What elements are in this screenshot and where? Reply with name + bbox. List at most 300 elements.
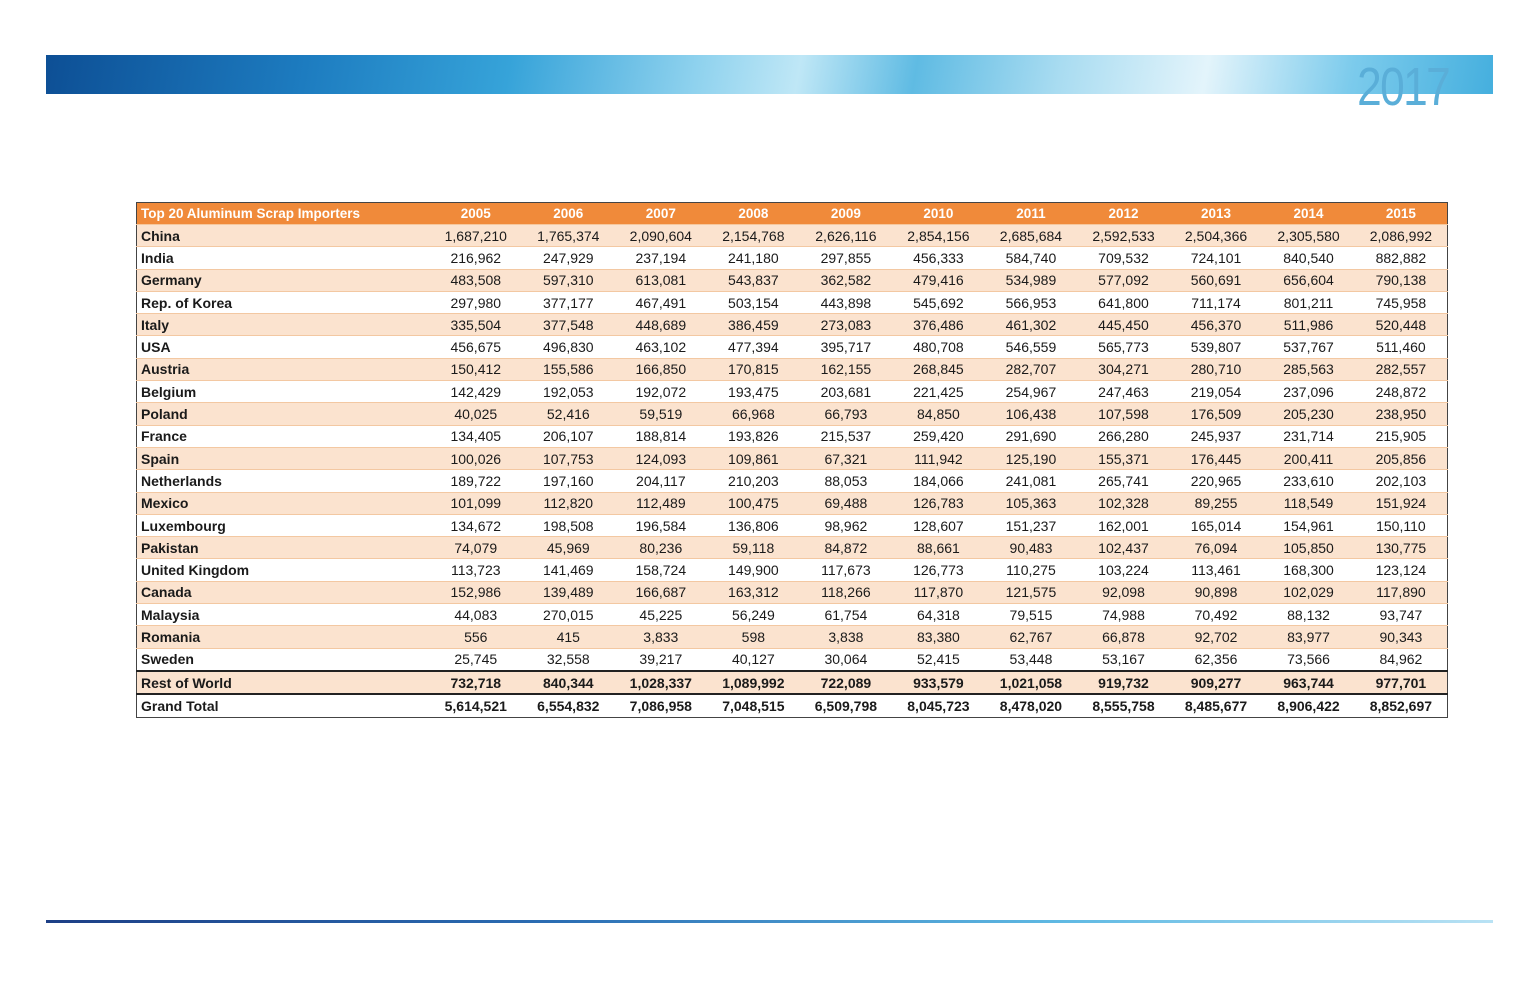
year-label: 2017 — [1357, 57, 1449, 117]
value-cell: 2,685,684 — [985, 225, 1078, 247]
value-cell: 102,029 — [1262, 581, 1355, 603]
value-cell: 103,224 — [1077, 559, 1170, 581]
year-header: 2007 — [615, 203, 708, 225]
value-cell: 151,237 — [985, 514, 1078, 536]
table-row — [137, 291, 1448, 313]
value-cell: 196,584 — [615, 514, 708, 536]
table-row — [137, 470, 1448, 492]
value-cell: 273,083 — [800, 314, 893, 336]
country-cell: Rep. of Korea — [137, 291, 430, 313]
value-cell: 66,878 — [1077, 626, 1170, 648]
value-cell: 8,906,422 — [1262, 694, 1355, 717]
value-cell: 2,086,992 — [1355, 225, 1448, 247]
year-header: 2011 — [985, 203, 1078, 225]
value-cell: 100,026 — [430, 447, 523, 469]
value-cell: 93,747 — [1355, 604, 1448, 626]
value-cell: 117,890 — [1355, 581, 1448, 603]
country-cell: USA — [137, 336, 430, 358]
country-cell: Rest of World — [137, 671, 430, 694]
value-cell: 511,986 — [1262, 314, 1355, 336]
value-cell: 84,850 — [892, 403, 985, 425]
value-cell: 176,445 — [1170, 447, 1263, 469]
value-cell: 123,124 — [1355, 559, 1448, 581]
value-cell: 237,096 — [1262, 381, 1355, 403]
value-cell: 597,310 — [522, 269, 615, 291]
country-cell: Luxembourg — [137, 514, 430, 536]
value-cell: 2,090,604 — [615, 225, 708, 247]
value-cell: 215,537 — [800, 425, 893, 447]
value-cell: 539,807 — [1170, 336, 1263, 358]
value-cell: 88,053 — [800, 470, 893, 492]
value-cell: 463,102 — [615, 336, 708, 358]
country-cell: India — [137, 247, 430, 269]
value-cell: 118,266 — [800, 581, 893, 603]
value-cell: 200,411 — [1262, 447, 1355, 469]
country-cell: Mexico — [137, 492, 430, 514]
value-cell: 265,741 — [1077, 470, 1170, 492]
country-cell: Netherlands — [137, 470, 430, 492]
value-cell: 2,592,533 — [1077, 225, 1170, 247]
value-cell: 151,924 — [1355, 492, 1448, 514]
value-cell: 205,856 — [1355, 447, 1448, 469]
value-cell: 1,765,374 — [522, 225, 615, 247]
value-cell: 1,089,992 — [707, 671, 800, 694]
value-cell: 285,563 — [1262, 358, 1355, 380]
year-header: 2013 — [1170, 203, 1263, 225]
importers-table-container — [136, 202, 1448, 718]
value-cell: 188,814 — [615, 425, 708, 447]
value-cell: 3,838 — [800, 626, 893, 648]
value-cell: 25,745 — [430, 648, 523, 671]
country-cell: Poland — [137, 403, 430, 425]
value-cell: 297,855 — [800, 247, 893, 269]
value-cell: 8,555,758 — [1077, 694, 1170, 717]
value-cell: 546,559 — [985, 336, 1078, 358]
value-cell: 124,093 — [615, 447, 708, 469]
value-cell: 377,548 — [522, 314, 615, 336]
value-cell: 88,661 — [892, 537, 985, 559]
value-cell: 162,001 — [1077, 514, 1170, 536]
year-header: 2012 — [1077, 203, 1170, 225]
value-cell: 467,491 — [615, 291, 708, 313]
value-cell: 395,717 — [800, 336, 893, 358]
value-cell: 511,460 — [1355, 336, 1448, 358]
value-cell: 130,775 — [1355, 537, 1448, 559]
importers-table — [136, 202, 1448, 718]
value-cell: 166,850 — [615, 358, 708, 380]
value-cell: 139,489 — [522, 581, 615, 603]
value-cell: 254,967 — [985, 381, 1078, 403]
value-cell: 112,820 — [522, 492, 615, 514]
table-row — [137, 247, 1448, 269]
value-cell: 98,962 — [800, 514, 893, 536]
value-cell: 168,300 — [1262, 559, 1355, 581]
value-cell: 76,094 — [1170, 537, 1263, 559]
value-cell: 377,177 — [522, 291, 615, 313]
value-cell: 176,509 — [1170, 403, 1263, 425]
value-cell: 282,557 — [1355, 358, 1448, 380]
grand-total-row — [137, 694, 1448, 717]
year-header: 2006 — [522, 203, 615, 225]
value-cell: 882,882 — [1355, 247, 1448, 269]
value-cell: 155,371 — [1077, 447, 1170, 469]
value-cell: 479,416 — [892, 269, 985, 291]
value-cell: 219,054 — [1170, 381, 1263, 403]
value-cell: 102,328 — [1077, 492, 1170, 514]
value-cell: 448,689 — [615, 314, 708, 336]
value-cell: 206,107 — [522, 425, 615, 447]
value-cell: 107,598 — [1077, 403, 1170, 425]
value-cell: 40,127 — [707, 648, 800, 671]
value-cell: 53,448 — [985, 648, 1078, 671]
value-cell: 732,718 — [430, 671, 523, 694]
value-cell: 155,586 — [522, 358, 615, 380]
value-cell: 192,072 — [615, 381, 708, 403]
value-cell: 248,872 — [1355, 381, 1448, 403]
table-row — [137, 447, 1448, 469]
value-cell: 456,675 — [430, 336, 523, 358]
value-cell: 335,504 — [430, 314, 523, 336]
value-cell: 203,681 — [800, 381, 893, 403]
value-cell: 150,412 — [430, 358, 523, 380]
value-cell: 220,965 — [1170, 470, 1263, 492]
value-cell: 64,318 — [892, 604, 985, 626]
value-cell: 445,450 — [1077, 314, 1170, 336]
value-cell: 496,830 — [522, 336, 615, 358]
table-row — [137, 537, 1448, 559]
value-cell: 134,405 — [430, 425, 523, 447]
value-cell: 233,610 — [1262, 470, 1355, 492]
value-cell: 105,363 — [985, 492, 1078, 514]
value-cell: 291,690 — [985, 425, 1078, 447]
value-cell: 163,312 — [707, 581, 800, 603]
value-cell: 280,710 — [1170, 358, 1263, 380]
table-row — [137, 581, 1448, 603]
value-cell: 8,045,723 — [892, 694, 985, 717]
value-cell: 909,277 — [1170, 671, 1263, 694]
value-cell: 66,968 — [707, 403, 800, 425]
value-cell: 556 — [430, 626, 523, 648]
value-cell: 2,626,116 — [800, 225, 893, 247]
value-cell: 8,485,677 — [1170, 694, 1263, 717]
year-header: 2015 — [1355, 203, 1448, 225]
value-cell: 117,673 — [800, 559, 893, 581]
value-cell: 128,607 — [892, 514, 985, 536]
value-cell: 197,160 — [522, 470, 615, 492]
year-header: 2009 — [800, 203, 893, 225]
value-cell: 125,190 — [985, 447, 1078, 469]
table-row — [137, 381, 1448, 403]
value-cell: 2,854,156 — [892, 225, 985, 247]
value-cell: 268,845 — [892, 358, 985, 380]
value-cell: 709,532 — [1077, 247, 1170, 269]
value-cell: 1,028,337 — [615, 671, 708, 694]
value-cell: 722,089 — [800, 671, 893, 694]
value-cell: 238,950 — [1355, 403, 1448, 425]
country-cell: Spain — [137, 447, 430, 469]
value-cell: 534,989 — [985, 269, 1078, 291]
table-row — [137, 425, 1448, 447]
table-row — [137, 403, 1448, 425]
value-cell: 113,723 — [430, 559, 523, 581]
value-cell: 121,575 — [985, 581, 1078, 603]
value-cell: 282,707 — [985, 358, 1078, 380]
year-header: 2005 — [430, 203, 523, 225]
value-cell: 152,986 — [430, 581, 523, 603]
footer-line — [46, 920, 1493, 923]
value-cell: 56,249 — [707, 604, 800, 626]
value-cell: 62,356 — [1170, 648, 1263, 671]
value-cell: 92,702 — [1170, 626, 1263, 648]
value-cell: 245,937 — [1170, 425, 1263, 447]
value-cell: 237,194 — [615, 247, 708, 269]
country-cell: Belgium — [137, 381, 430, 403]
value-cell: 1,687,210 — [430, 225, 523, 247]
value-cell: 560,691 — [1170, 269, 1263, 291]
value-cell: 919,732 — [1077, 671, 1170, 694]
value-cell: 142,429 — [430, 381, 523, 403]
value-cell: 52,415 — [892, 648, 985, 671]
value-cell: 189,722 — [430, 470, 523, 492]
value-cell: 1,021,058 — [985, 671, 1078, 694]
value-cell: 724,101 — [1170, 247, 1263, 269]
value-cell: 136,806 — [707, 514, 800, 536]
value-cell: 297,980 — [430, 291, 523, 313]
value-cell: 109,861 — [707, 447, 800, 469]
value-cell: 79,515 — [985, 604, 1078, 626]
value-cell: 100,475 — [707, 492, 800, 514]
value-cell: 88,132 — [1262, 604, 1355, 626]
value-cell: 963,744 — [1262, 671, 1355, 694]
value-cell: 89,255 — [1170, 492, 1263, 514]
value-cell: 73,566 — [1262, 648, 1355, 671]
value-cell: 84,962 — [1355, 648, 1448, 671]
value-cell: 126,773 — [892, 559, 985, 581]
value-cell: 170,815 — [707, 358, 800, 380]
value-cell: 83,380 — [892, 626, 985, 648]
value-cell: 565,773 — [1077, 336, 1170, 358]
year-header: 2010 — [892, 203, 985, 225]
value-cell: 216,962 — [430, 247, 523, 269]
value-cell: 210,203 — [707, 470, 800, 492]
value-cell: 192,053 — [522, 381, 615, 403]
value-cell: 745,958 — [1355, 291, 1448, 313]
value-cell: 5,614,521 — [430, 694, 523, 717]
value-cell: 40,025 — [430, 403, 523, 425]
table-row — [137, 626, 1448, 648]
value-cell: 39,217 — [615, 648, 708, 671]
value-cell: 111,942 — [892, 447, 985, 469]
value-cell: 102,437 — [1077, 537, 1170, 559]
table-row — [137, 648, 1448, 671]
table-row — [137, 225, 1448, 247]
value-cell: 105,850 — [1262, 537, 1355, 559]
value-cell: 8,852,697 — [1355, 694, 1448, 717]
value-cell: 503,154 — [707, 291, 800, 313]
value-cell: 112,489 — [615, 492, 708, 514]
rest-of-world-row — [137, 671, 1448, 694]
value-cell: 198,508 — [522, 514, 615, 536]
value-cell: 66,793 — [800, 403, 893, 425]
value-cell: 67,321 — [800, 447, 893, 469]
value-cell: 193,826 — [707, 425, 800, 447]
value-cell: 204,117 — [615, 470, 708, 492]
header-banner — [46, 55, 1493, 94]
value-cell: 90,343 — [1355, 626, 1448, 648]
value-cell: 386,459 — [707, 314, 800, 336]
value-cell: 74,079 — [430, 537, 523, 559]
value-cell: 480,708 — [892, 336, 985, 358]
value-cell: 7,086,958 — [615, 694, 708, 717]
value-cell: 977,701 — [1355, 671, 1448, 694]
value-cell: 110,275 — [985, 559, 1078, 581]
country-cell: Sweden — [137, 648, 430, 671]
value-cell: 215,905 — [1355, 425, 1448, 447]
country-cell: Germany — [137, 269, 430, 291]
country-cell: Grand Total — [137, 694, 430, 717]
value-cell: 7,048,515 — [707, 694, 800, 717]
table-row — [137, 514, 1448, 536]
value-cell: 53,167 — [1077, 648, 1170, 671]
country-cell: Romania — [137, 626, 430, 648]
value-cell: 106,438 — [985, 403, 1078, 425]
value-cell: 376,486 — [892, 314, 985, 336]
value-cell: 149,900 — [707, 559, 800, 581]
table-body — [137, 225, 1448, 718]
value-cell: 241,081 — [985, 470, 1078, 492]
value-cell: 62,767 — [985, 626, 1078, 648]
value-cell: 456,333 — [892, 247, 985, 269]
table-row — [137, 269, 1448, 291]
value-cell: 30,064 — [800, 648, 893, 671]
value-cell: 840,344 — [522, 671, 615, 694]
value-cell: 545,692 — [892, 291, 985, 313]
value-cell: 362,582 — [800, 269, 893, 291]
table-row — [137, 559, 1448, 581]
country-cell: Canada — [137, 581, 430, 603]
value-cell: 101,099 — [430, 492, 523, 514]
value-cell: 8,478,020 — [985, 694, 1078, 717]
value-cell: 2,305,580 — [1262, 225, 1355, 247]
value-cell: 537,767 — [1262, 336, 1355, 358]
value-cell: 641,800 — [1077, 291, 1170, 313]
value-cell: 520,448 — [1355, 314, 1448, 336]
value-cell: 584,740 — [985, 247, 1078, 269]
value-cell: 83,977 — [1262, 626, 1355, 648]
value-cell: 59,118 — [707, 537, 800, 559]
value-cell: 150,110 — [1355, 514, 1448, 536]
value-cell: 415 — [522, 626, 615, 648]
value-cell: 456,370 — [1170, 314, 1263, 336]
value-cell: 247,463 — [1077, 381, 1170, 403]
value-cell: 840,540 — [1262, 247, 1355, 269]
value-cell: 477,394 — [707, 336, 800, 358]
table-row — [137, 604, 1448, 626]
value-cell: 202,103 — [1355, 470, 1448, 492]
value-cell: 656,604 — [1262, 269, 1355, 291]
country-cell: China — [137, 225, 430, 247]
value-cell: 801,211 — [1262, 291, 1355, 313]
value-cell: 184,066 — [892, 470, 985, 492]
value-cell: 247,929 — [522, 247, 615, 269]
country-cell: Pakistan — [137, 537, 430, 559]
value-cell: 598 — [707, 626, 800, 648]
value-cell: 141,469 — [522, 559, 615, 581]
value-cell: 74,988 — [1077, 604, 1170, 626]
value-cell: 52,416 — [522, 403, 615, 425]
value-cell: 711,174 — [1170, 291, 1263, 313]
value-cell: 483,508 — [430, 269, 523, 291]
value-cell: 165,014 — [1170, 514, 1263, 536]
value-cell: 166,687 — [615, 581, 708, 603]
value-cell: 59,519 — [615, 403, 708, 425]
value-cell: 162,155 — [800, 358, 893, 380]
value-cell: 90,483 — [985, 537, 1078, 559]
country-cell: Austria — [137, 358, 430, 380]
value-cell: 241,180 — [707, 247, 800, 269]
value-cell: 32,558 — [522, 648, 615, 671]
value-cell: 45,969 — [522, 537, 615, 559]
table-header-row — [137, 203, 1448, 225]
value-cell: 461,302 — [985, 314, 1078, 336]
value-cell: 80,236 — [615, 537, 708, 559]
value-cell: 90,898 — [1170, 581, 1263, 603]
value-cell: 543,837 — [707, 269, 800, 291]
table-title: Top 20 Aluminum Scrap Importers — [137, 203, 430, 225]
table-row — [137, 492, 1448, 514]
value-cell: 134,672 — [430, 514, 523, 536]
country-cell: France — [137, 425, 430, 447]
value-cell: 61,754 — [800, 604, 893, 626]
value-cell: 45,225 — [615, 604, 708, 626]
value-cell: 443,898 — [800, 291, 893, 313]
value-cell: 790,138 — [1355, 269, 1448, 291]
value-cell: 126,783 — [892, 492, 985, 514]
value-cell: 69,488 — [800, 492, 893, 514]
value-cell: 566,953 — [985, 291, 1078, 313]
value-cell: 2,504,366 — [1170, 225, 1263, 247]
value-cell: 221,425 — [892, 381, 985, 403]
value-cell: 44,083 — [430, 604, 523, 626]
value-cell: 613,081 — [615, 269, 708, 291]
value-cell: 2,154,768 — [707, 225, 800, 247]
value-cell: 117,870 — [892, 581, 985, 603]
table-row — [137, 358, 1448, 380]
value-cell: 118,549 — [1262, 492, 1355, 514]
year-header: 2014 — [1262, 203, 1355, 225]
value-cell: 193,475 — [707, 381, 800, 403]
year-header: 2008 — [707, 203, 800, 225]
value-cell: 577,092 — [1077, 269, 1170, 291]
value-cell: 266,280 — [1077, 425, 1170, 447]
value-cell: 270,015 — [522, 604, 615, 626]
value-cell: 92,098 — [1077, 581, 1170, 603]
value-cell: 154,961 — [1262, 514, 1355, 536]
country-cell: Malaysia — [137, 604, 430, 626]
value-cell: 6,509,798 — [800, 694, 893, 717]
table-row — [137, 314, 1448, 336]
value-cell: 70,492 — [1170, 604, 1263, 626]
value-cell: 304,271 — [1077, 358, 1170, 380]
table-row — [137, 336, 1448, 358]
value-cell: 84,872 — [800, 537, 893, 559]
value-cell: 113,461 — [1170, 559, 1263, 581]
country-cell: United Kingdom — [137, 559, 430, 581]
value-cell: 3,833 — [615, 626, 708, 648]
value-cell: 6,554,832 — [522, 694, 615, 717]
value-cell: 107,753 — [522, 447, 615, 469]
value-cell: 158,724 — [615, 559, 708, 581]
